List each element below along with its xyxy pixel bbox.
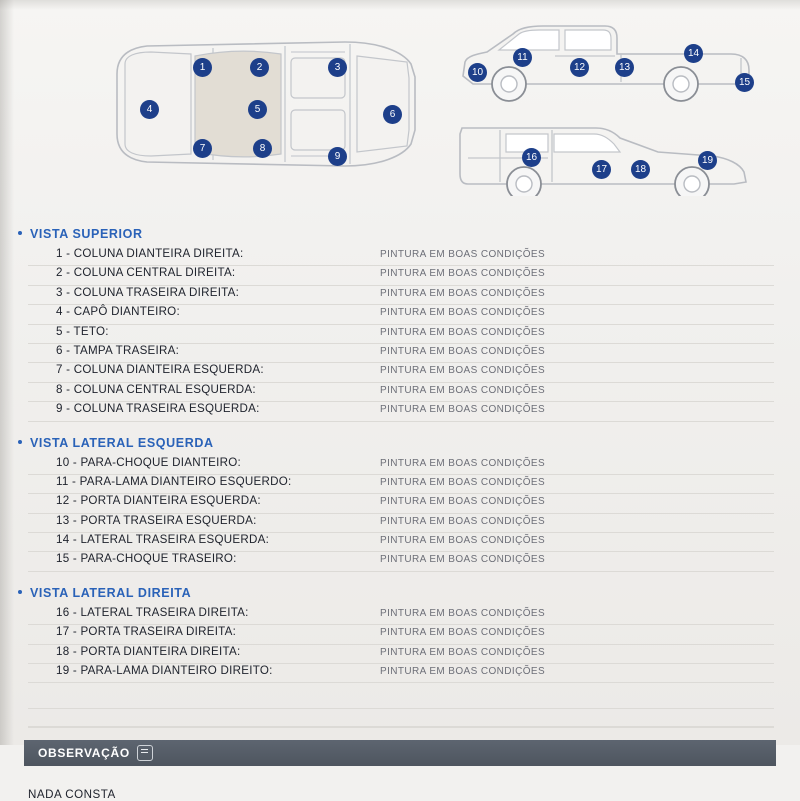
diagram-marker-1: 1 [193,58,212,77]
diagram-marker-19: 19 [698,151,717,170]
inspection-row [0,344,800,363]
inspection-row [0,514,800,533]
inspection-item-value: PINTURA EM BOAS CONDIÇÕES [380,384,546,396]
diagram-marker-7: 7 [193,139,212,158]
inspection-item-value: PINTURA EM BOAS CONDIÇÕES [380,554,546,566]
bullet-icon [18,440,22,444]
diagram-marker-11: 11 [513,48,532,67]
inspection-row [0,266,800,285]
inspection-item-label: 1 - COLUNA DIANTEIRA DIREITA: [56,247,244,260]
vehicle-left-side-view-icon [455,14,755,106]
observation-header [24,740,776,766]
diagram-marker-15: 15 [735,73,754,92]
inspection-item-value: PINTURA EM BOAS CONDIÇÕES [380,535,546,547]
inspection-row [0,625,800,644]
inspection-row [0,363,800,382]
inspection-item-value: PINTURA EM BOAS CONDIÇÕES [380,607,546,619]
inspection-item-label: 14 - LATERAL TRASEIRA ESQUERDA: [56,533,270,547]
diagram-marker-17: 17 [592,160,611,179]
inspection-item-label: 5 - TETO: [56,324,109,338]
inspection-item-value: PINTURA EM BOAS CONDIÇÕES [380,268,546,280]
diagram-marker-2: 2 [250,58,269,77]
inspection-item-label: 3 - COLUNA TRASEIRA DIREITA: [56,285,240,299]
section-title-label: VISTA SUPERIOR [30,227,143,241]
diagram-marker-3: 3 [328,58,347,77]
inspection-row [0,286,800,305]
inspection-item-label: 12 - PORTA DIANTEIRA ESQUERDA: [56,494,261,508]
inspection-item-value: PINTURA EM BOAS CONDIÇÕES [380,496,546,508]
inspection-item-label: 10 - PARA-CHOQUE DIANTEIRO: [56,455,241,469]
section-title-label: VISTA LATERAL ESQUERDA [30,435,214,450]
inspection-sections [0,205,800,728]
diagram-marker-16: 16 [522,148,541,167]
inspection-item-label: 15 - PARA-CHOQUE TRASEIRO: [56,552,237,566]
blank-rows [0,689,800,728]
section-title [30,436,800,450]
inspection-item-value: PINTURA EM BOAS CONDIÇÕES [380,345,546,357]
diagram-marker-8: 8 [253,139,272,158]
bullet-icon [18,231,22,235]
inspection-item-label: 2 - COLUNA CENTRAL DIREITA: [56,266,236,280]
inspection-row [0,475,800,494]
diagram-marker-18: 18 [631,160,650,179]
inspection-item-value: PINTURA EM BOAS CONDIÇÕES [380,457,546,469]
inspection-item-value: PINTURA EM BOAS CONDIÇÕES [380,515,546,527]
row-rule [28,682,774,683]
bullet-icon [18,590,22,594]
section-title [30,586,800,600]
inspection-item-label: 4 - CAPÔ DIANTEIRO: [56,305,180,319]
inspection-item-label: 17 - PORTA TRASEIRA DIREITA: [56,625,237,639]
inspection-row [0,305,800,324]
diagram-marker-13: 13 [615,58,634,77]
inspection-row [0,383,800,402]
inspection-item-value: PINTURA EM BOAS CONDIÇÕES [380,249,546,260]
inspection-item-label: 18 - PORTA DIANTEIRA DIREITA: [56,644,241,658]
diagram-marker-4: 4 [140,100,159,119]
inspection-item-label: 7 - COLUNA DIANTEIRA ESQUERDA: [56,363,264,377]
diagram-marker-5: 5 [248,100,267,119]
inspection-item-value: PINTURA EM BOAS CONDIÇÕES [380,627,546,639]
observation-rule [28,726,774,727]
inspection-row [0,533,800,552]
inspection-item-label: 16 - LATERAL TRASEIRA DIREITA: [56,605,249,619]
inspection-row [0,456,800,475]
inspection-row [0,494,800,513]
vehicle-diagrams [0,0,800,205]
inspection-item-label: 8 - COLUNA CENTRAL ESQUERDA: [56,382,256,396]
inspection-row [0,402,800,421]
row-rule [28,571,774,572]
section-title-label: VISTA LATERAL DIREITA [30,585,192,600]
observation-title: OBSERVAÇÃO [38,746,130,761]
inspection-item-value: PINTURA EM BOAS CONDIÇÕES [380,646,546,658]
inspection-item-label: 11 - PARA-LAMA DIANTEIRO ESQUERDO: [56,474,292,488]
observation-text: NADA CONSTA [28,788,116,801]
inspection-row [0,664,800,683]
inspection-item-label: 13 - PORTA TRASEIRA ESQUERDA: [56,513,257,527]
inspection-item-value: PINTURA EM BOAS CONDIÇÕES [380,666,546,678]
inspection-row [0,325,800,344]
row-rule [28,421,774,422]
diagram-marker-12: 12 [570,58,589,77]
inspection-item-label: 6 - TAMPA TRASEIRA: [56,343,180,357]
inspection-row [0,247,800,266]
note-icon [137,745,153,761]
diagram-marker-6: 6 [383,105,402,124]
diagram-marker-10: 10 [468,63,487,82]
inspection-item-value: PINTURA EM BOAS CONDIÇÕES [380,326,546,338]
inspection-item-value: PINTURA EM BOAS CONDIÇÕES [380,365,546,377]
inspection-item-label: 9 - COLUNA TRASEIRA ESQUERDA: [56,402,260,416]
inspection-item-value: PINTURA EM BOAS CONDIÇÕES [380,404,546,416]
diagram-marker-9: 9 [328,147,347,166]
inspection-row [0,606,800,625]
inspection-row [0,645,800,664]
inspection-item-label: 19 - PARA-LAMA DIANTEIRO DIREITO: [56,664,273,678]
inspection-item-value: PINTURA EM BOAS CONDIÇÕES [380,476,546,488]
inspection-row [0,552,800,571]
inspection-item-value: PINTURA EM BOAS CONDIÇÕES [380,287,546,299]
diagram-marker-14: 14 [684,44,703,63]
inspection-item-value: PINTURA EM BOAS CONDIÇÕES [380,307,546,319]
section-title [30,227,800,241]
